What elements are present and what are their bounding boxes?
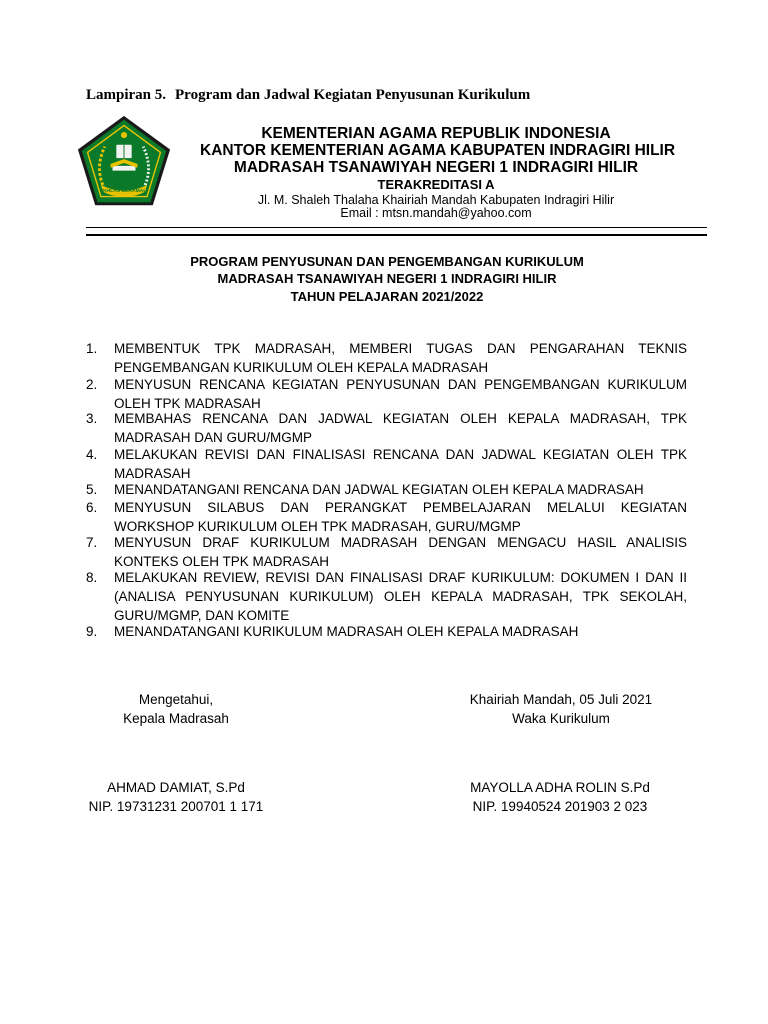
- kop-divider-thick: [86, 234, 707, 236]
- list-item-number: 1.: [86, 341, 98, 356]
- list-item-text: MEMBAHAS RENCANA DAN JADWAL KEGIATAN OLEH KEPALA MADRASAH, TPK MADRASAH DAN GURU/MGMP: [114, 411, 687, 445]
- sig-left-nip: NIP. 19731231 200701 1 171: [88, 799, 264, 814]
- sig-right-place-date: Khairiah Mandah, 05 Juli 2021: [469, 692, 653, 707]
- doc-title-line3: TAHUN PELAJARAN 2021/2022: [290, 289, 484, 304]
- sig-right-name: MAYOLLA ADHA ROLIN S.Pd: [470, 780, 650, 795]
- attachment-title: Program dan Jadwal Kegiatan Penyusunan Kurikulum: [175, 87, 531, 103]
- list-item-number: 9.: [86, 624, 98, 639]
- kop-address: Jl. M. Shaleh Thalaha Khairiah Mandah Kabupaten Indragiri Hilir: [257, 193, 615, 207]
- sig-left-role: Kepala Madrasah: [123, 711, 229, 726]
- sig-left-name: AHMAD DAMIAT, S.Pd: [107, 780, 245, 795]
- list-item-number: 8.: [86, 570, 98, 585]
- doc-title-line1: PROGRAM PENYUSUNAN DAN PENGEMBANGAN KURIKULUM: [190, 254, 584, 269]
- kop-accreditation: TERAKREDITASI A: [377, 177, 495, 192]
- doc-title-line2: MADRASAH TSANAWIYAH NEGERI 1 INDRAGIRI HILIR: [217, 271, 557, 286]
- list-item-number: 5.: [86, 482, 98, 497]
- kop-school: MADRASAH TSANAWIYAH NEGERI 1 INDRAGIRI HILIR: [233, 159, 639, 176]
- list-item-text: MENYUSUN DRAF KURIKULUM MADRASAH DENGAN MENGACU HASIL ANALISIS KONTEKS OLEH TPK MADRASAH: [114, 535, 687, 569]
- kop-ministry: KEMENTERIAN AGAMA REPUBLIK INDONESIA: [261, 125, 611, 142]
- kop-email: Email : mtsn.mandah@yahoo.com: [340, 206, 532, 220]
- sig-right-nip: NIP. 19940524 201903 2 023: [472, 799, 648, 814]
- list-item-number: 2.: [86, 377, 98, 392]
- list-item-text: MELAKUKAN REVIEW, REVISI DAN FINALISASI DRAF KURIKULUM: DOKUMEN I DAN II (ANALISA PENYUSUNAN KURIKULUM) OLEH KEPALA MADRASAH, TPK SEKOLAH, GURU/MGMP, DAN KOMITE: [114, 570, 687, 623]
- list-item-number: 4.: [86, 447, 98, 462]
- list-item-text: MENANDATANGANI KURIKULUM MADRASAH OLEH KEPALA MADRASAH: [114, 624, 579, 639]
- list-item-text: MEMBENTUK TPK MADRASAH, MEMBERI TUGAS DAN PENGARAHAN TEKNIS PENGEMBANGAN KURIKULUM OLEH KEPALA MADRASAH: [114, 341, 687, 375]
- list-item-number: 3.: [86, 411, 98, 426]
- list-item-text: MELAKUKAN REVISI DAN FINALISASI RENCANA DAN JADWAL KEGIATAN OLEH TPK MADRASAH: [114, 447, 687, 481]
- list-item-text: MENANDATANGANI RENCANA DAN JADWAL KEGIATAN OLEH KEPALA MADRASAH: [114, 482, 644, 497]
- list-item-number: 6.: [86, 500, 98, 515]
- list-item-text: MENYUSUN RENCANA KEGIATAN PENYUSUNAN DAN PENGEMBANGAN KURIKULUM OLEH TPK MADRASAH: [114, 377, 687, 411]
- logo-star-top: [121, 132, 127, 138]
- sig-right-role: Waka Kurikulum: [512, 711, 610, 726]
- sig-left-acknowledged: Mengetahui,: [138, 692, 214, 707]
- list-item-text: MENYUSUN SILABUS DAN PERANGKAT PEMBELAJARAN MELALUI KEGIATAN WORKSHOP KURIKULUM OLEH TPK MADRASAH, GURU/MGMP: [114, 500, 687, 534]
- list-item-number: 7.: [86, 535, 98, 550]
- logo-book-stand: [112, 166, 135, 171]
- attachment-label: Lampiran 5.: [86, 87, 167, 103]
- kop-office: KANTOR KEMENTERIAN AGAMA KABUPATEN INDRAGIRI HILIR: [200, 142, 676, 159]
- attachment-heading: [86, 87, 530, 104]
- kop-divider-thin: [86, 227, 707, 228]
- ministry-logo: [76, 114, 172, 210]
- logo-motto: IKHLAS BERAMAL: [101, 188, 147, 195]
